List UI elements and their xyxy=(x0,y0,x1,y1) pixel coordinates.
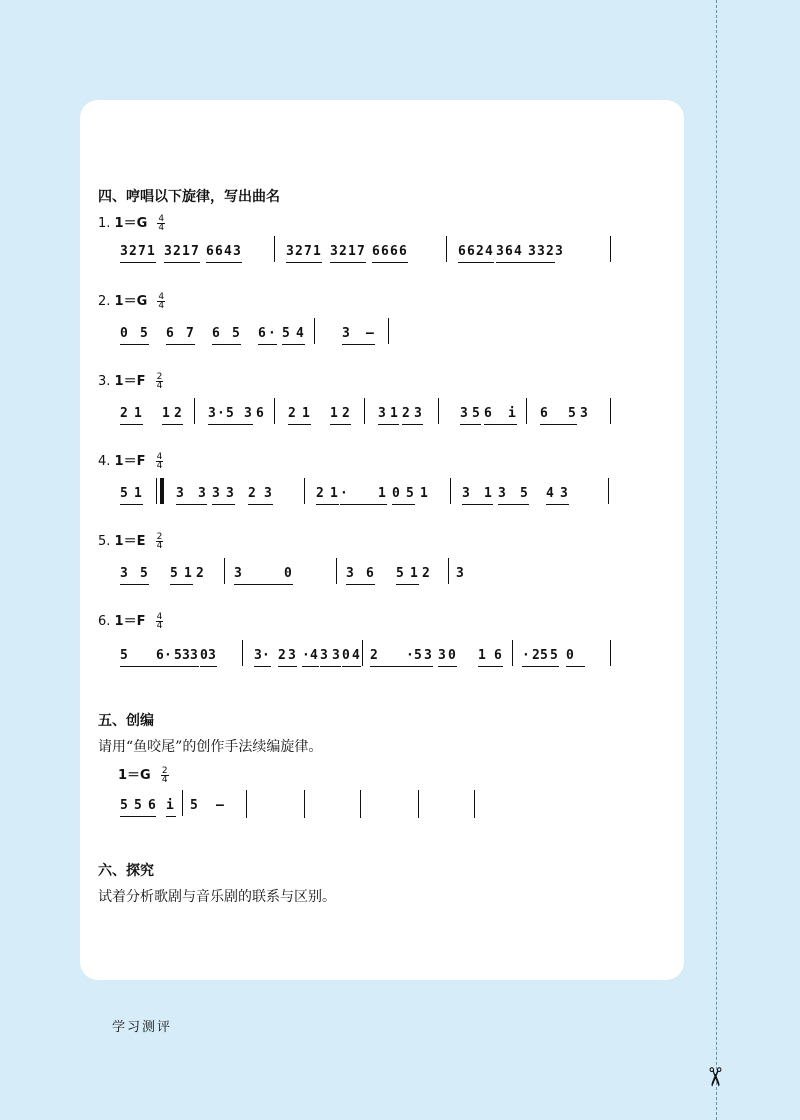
note: 6 xyxy=(166,326,174,341)
beam xyxy=(120,262,138,263)
beam xyxy=(340,504,387,505)
exercise-4-key: 4. 1＝F $\frac{4}{4}$ xyxy=(98,452,163,471)
beam xyxy=(208,424,226,425)
exercise-3-key: 3. 1＝F $\frac{2}{4}$ xyxy=(98,372,163,391)
note: 4 xyxy=(296,326,304,341)
note: 3 xyxy=(120,244,128,259)
beam xyxy=(330,262,348,263)
cut-line xyxy=(716,0,717,1120)
exercise-6-melody xyxy=(120,644,640,670)
note: 2 xyxy=(532,648,540,663)
bar-line xyxy=(608,478,609,504)
bar-line xyxy=(438,398,439,424)
beam xyxy=(120,424,143,425)
note: 5 xyxy=(472,406,480,421)
note: 3 xyxy=(378,406,386,421)
beam xyxy=(138,262,156,263)
note: 3 xyxy=(537,244,545,259)
note: 3 xyxy=(208,648,216,663)
note: 5 xyxy=(170,566,178,581)
note: 2 xyxy=(422,566,430,581)
note: 7 xyxy=(357,244,365,259)
exercise-5-melody xyxy=(120,562,520,588)
exercise-2-melody xyxy=(120,322,440,348)
bar-line xyxy=(304,478,305,504)
beam xyxy=(396,584,419,585)
beam xyxy=(234,584,293,585)
note: 6 xyxy=(148,798,156,813)
beam xyxy=(120,666,165,667)
note: 0 xyxy=(566,648,574,663)
note: 0 xyxy=(284,566,292,581)
note: 6 xyxy=(484,406,492,421)
note: 3 xyxy=(580,406,588,421)
scissors-icon: ✂ xyxy=(698,1066,729,1088)
note: 3 xyxy=(226,486,234,501)
bar-line xyxy=(194,398,195,424)
note: 5 xyxy=(174,648,182,663)
beam xyxy=(162,424,183,425)
beam xyxy=(522,666,541,667)
beam xyxy=(164,666,183,667)
beam xyxy=(460,424,481,425)
note: 5 xyxy=(540,648,548,663)
note: 3 xyxy=(164,244,172,259)
beam xyxy=(212,504,235,505)
note: 6 xyxy=(258,326,266,341)
note: · xyxy=(522,648,530,663)
note: · xyxy=(268,326,276,341)
note: 2 xyxy=(248,486,256,501)
note: 3 xyxy=(264,486,272,501)
creation-key: 1＝G $\frac{2}{4}$ xyxy=(118,766,168,785)
page-footer: 学习测评 xyxy=(112,1020,173,1035)
bar-line xyxy=(336,558,337,584)
note: 6 xyxy=(212,326,220,341)
beam xyxy=(372,262,390,263)
note: 1 xyxy=(184,566,192,581)
beam xyxy=(330,424,351,425)
note: 6 xyxy=(458,244,466,259)
note: 3 xyxy=(414,406,422,421)
beam xyxy=(320,666,341,667)
note: 5 xyxy=(232,326,240,341)
beam xyxy=(414,666,433,667)
note: 4 xyxy=(310,648,318,663)
note: 0 xyxy=(448,648,456,663)
note: 3 xyxy=(438,648,446,663)
worksheet-card xyxy=(80,100,684,980)
note: 2 xyxy=(120,406,128,421)
beam xyxy=(120,816,156,817)
note: 1 xyxy=(134,406,142,421)
note: 1 xyxy=(478,648,486,663)
beam xyxy=(370,666,415,667)
bar-line xyxy=(274,398,275,424)
section-six-prompt: 试着分析歌剧与音乐剧的联系与区别。 xyxy=(98,889,336,905)
note: 3 xyxy=(456,566,464,581)
beam xyxy=(537,262,555,263)
note: 6 xyxy=(215,244,223,259)
note: 4 xyxy=(485,244,493,259)
note: 3 xyxy=(198,486,206,501)
note: 2 xyxy=(370,648,378,663)
note: 2 xyxy=(342,406,350,421)
note: 5 xyxy=(282,326,290,341)
note: 3 xyxy=(555,244,563,259)
beam xyxy=(540,666,559,667)
note: 4 xyxy=(224,244,232,259)
beam xyxy=(566,666,585,667)
note: 3 xyxy=(254,648,262,663)
note: 4 xyxy=(352,648,360,663)
beam xyxy=(438,666,457,667)
beam xyxy=(200,666,217,667)
note: 3 xyxy=(424,648,432,663)
note: 2 xyxy=(278,648,286,663)
beam xyxy=(258,344,277,345)
note: 5 xyxy=(414,648,422,663)
note: 0 xyxy=(342,648,350,663)
blank-bar-line xyxy=(418,790,419,818)
section-five-title: 五、创编 xyxy=(98,713,154,729)
beam xyxy=(278,666,297,667)
bar-line xyxy=(314,318,315,344)
repeat-bar-line xyxy=(160,478,164,504)
note: 1 xyxy=(330,486,338,501)
note: 1 xyxy=(302,406,310,421)
bar-line xyxy=(610,398,611,424)
note: 1 xyxy=(484,486,492,501)
note: 6 xyxy=(206,244,214,259)
note: 6 xyxy=(540,406,548,421)
note: 5 xyxy=(120,486,128,501)
note: 2 xyxy=(129,244,137,259)
note: 1 xyxy=(390,406,398,421)
note: 5 xyxy=(550,648,558,663)
note: 3 xyxy=(460,406,468,421)
beam xyxy=(254,666,271,667)
note: 4 xyxy=(546,486,554,501)
bar-line xyxy=(156,478,157,504)
note: 3 xyxy=(288,648,296,663)
note: 3 xyxy=(332,648,340,663)
bar-line xyxy=(362,640,363,666)
note: 1 xyxy=(410,566,418,581)
note: 1 xyxy=(162,406,170,421)
exercise-4-melody xyxy=(120,482,640,508)
note: 3 xyxy=(528,244,536,259)
beam xyxy=(484,424,517,425)
exercise-5-key: 5. 1＝E $\frac{2}{4}$ xyxy=(98,532,163,551)
note: 3 xyxy=(346,566,354,581)
note: 3 xyxy=(176,486,184,501)
bar-line xyxy=(610,640,611,666)
note: 0 xyxy=(200,648,208,663)
beam xyxy=(458,262,476,263)
beam xyxy=(342,666,361,667)
note: 7 xyxy=(304,244,312,259)
beam xyxy=(342,344,375,345)
beam xyxy=(166,344,195,345)
note: 5 xyxy=(140,566,148,581)
note: i xyxy=(166,798,174,813)
note: 3 xyxy=(244,406,252,421)
section-four-title: 四、哼唱以下旋律，写出曲名 xyxy=(98,189,280,205)
note: 2 xyxy=(402,406,410,421)
note: 3 xyxy=(462,486,470,501)
beam xyxy=(224,262,242,263)
beam xyxy=(164,262,182,263)
beam xyxy=(346,584,375,585)
beam xyxy=(304,262,322,263)
blank-bar-line xyxy=(246,790,247,818)
note: 5 xyxy=(134,798,142,813)
note: 5 xyxy=(190,798,198,813)
note: 6 xyxy=(467,244,475,259)
blank-bar-line xyxy=(304,790,305,818)
exercise-3-melody xyxy=(120,402,640,428)
note: 5 xyxy=(568,406,576,421)
note: 3 xyxy=(234,566,242,581)
note: 3 xyxy=(190,648,198,663)
bar-line xyxy=(450,478,451,504)
beam xyxy=(462,504,493,505)
creation-melody xyxy=(120,794,540,820)
note: · xyxy=(217,406,225,421)
note: 7 xyxy=(191,244,199,259)
beam xyxy=(282,344,305,345)
beam xyxy=(546,504,569,505)
beam xyxy=(496,262,514,263)
note: 3 xyxy=(233,244,241,259)
exercise-1-key: 1. 1＝G $\frac{4}{4}$ xyxy=(98,214,165,233)
beam xyxy=(478,666,503,667)
note: · xyxy=(262,648,270,663)
beam xyxy=(514,262,537,263)
bar-line xyxy=(224,558,225,584)
beam xyxy=(348,262,366,263)
beam xyxy=(390,262,408,263)
note: 7 xyxy=(138,244,146,259)
note: 1 xyxy=(134,486,142,501)
note: 1 xyxy=(147,244,155,259)
bar-line xyxy=(610,236,611,262)
beam xyxy=(540,424,577,425)
beam xyxy=(120,504,143,505)
note: 3 xyxy=(120,566,128,581)
note: 3 xyxy=(330,244,338,259)
note: 1 xyxy=(378,486,386,501)
note: 5 xyxy=(226,406,234,421)
note: 6 xyxy=(494,648,502,663)
note: 6 xyxy=(381,244,389,259)
note: 3 xyxy=(496,244,504,259)
section-six-title: 六、探究 xyxy=(98,863,154,879)
note: 2 xyxy=(295,244,303,259)
note: i xyxy=(508,406,516,421)
note: 6 xyxy=(372,244,380,259)
bar-line xyxy=(242,640,243,666)
note: · xyxy=(340,486,348,501)
bar-line xyxy=(274,236,275,262)
beam xyxy=(476,262,494,263)
note: 6 xyxy=(256,406,264,421)
note: 3 xyxy=(182,648,190,663)
beam xyxy=(316,504,339,505)
note: 4 xyxy=(514,244,522,259)
beam xyxy=(392,504,415,505)
note: 3 xyxy=(286,244,294,259)
beam xyxy=(170,584,193,585)
note: 3 xyxy=(212,486,220,501)
bar-line xyxy=(512,640,513,666)
note: 2 xyxy=(546,244,554,259)
note: 2 xyxy=(288,406,296,421)
beam xyxy=(226,424,253,425)
note: 6 xyxy=(390,244,398,259)
note: 5 xyxy=(406,486,414,501)
note: · xyxy=(406,648,414,663)
beam xyxy=(378,424,399,425)
note: 3 xyxy=(208,406,216,421)
note: 6 xyxy=(156,648,164,663)
exercise-6-key: 6. 1＝F $\frac{4}{4}$ xyxy=(98,612,163,631)
note: 1 xyxy=(330,406,338,421)
bar-line xyxy=(446,236,447,262)
beam xyxy=(498,504,529,505)
note: 5 xyxy=(396,566,404,581)
bar-line xyxy=(182,790,183,816)
bar-line xyxy=(448,558,449,584)
beam xyxy=(120,344,149,345)
note: 3 xyxy=(320,648,328,663)
note: 1 xyxy=(420,486,428,501)
note: – xyxy=(216,798,224,813)
note: 1 xyxy=(313,244,321,259)
beam xyxy=(182,666,199,667)
note: 2 xyxy=(316,486,324,501)
note: 1 xyxy=(182,244,190,259)
note: 5 xyxy=(120,648,128,663)
beam xyxy=(402,424,423,425)
beam xyxy=(206,262,224,263)
note: 2 xyxy=(476,244,484,259)
note: 2 xyxy=(339,244,347,259)
exercise-2-key: 2. 1＝G $\frac{4}{4}$ xyxy=(98,292,165,311)
note: 5 xyxy=(140,326,148,341)
beam xyxy=(286,262,304,263)
note: 6 xyxy=(505,244,513,259)
beam xyxy=(166,816,176,817)
note: 3 xyxy=(342,326,350,341)
note: 6 xyxy=(399,244,407,259)
beam xyxy=(182,262,200,263)
note: 2 xyxy=(174,406,182,421)
beam xyxy=(176,504,207,505)
bar-line xyxy=(388,318,389,344)
note: 6 xyxy=(366,566,374,581)
exercise-1-melody xyxy=(120,240,640,266)
note: – xyxy=(366,326,374,341)
note: · xyxy=(164,648,172,663)
note: · xyxy=(302,648,310,663)
note: 5 xyxy=(120,798,128,813)
note: 7 xyxy=(186,326,194,341)
beam xyxy=(120,584,149,585)
blank-bar-line xyxy=(360,790,361,818)
section-five-prompt: 请用“鱼咬尾”的创作手法续编旋律。 xyxy=(98,739,323,755)
note: 3 xyxy=(560,486,568,501)
note: 2 xyxy=(173,244,181,259)
note: 3 xyxy=(498,486,506,501)
note: 1 xyxy=(348,244,356,259)
note: 0 xyxy=(392,486,400,501)
bar-line xyxy=(526,398,527,424)
beam xyxy=(248,504,273,505)
beam xyxy=(302,666,319,667)
beam xyxy=(288,424,311,425)
bar-line xyxy=(364,398,365,424)
note: 5 xyxy=(520,486,528,501)
note: 2 xyxy=(196,566,204,581)
beam xyxy=(212,344,241,345)
note: 0 xyxy=(120,326,128,341)
blank-bar-line xyxy=(474,790,475,818)
